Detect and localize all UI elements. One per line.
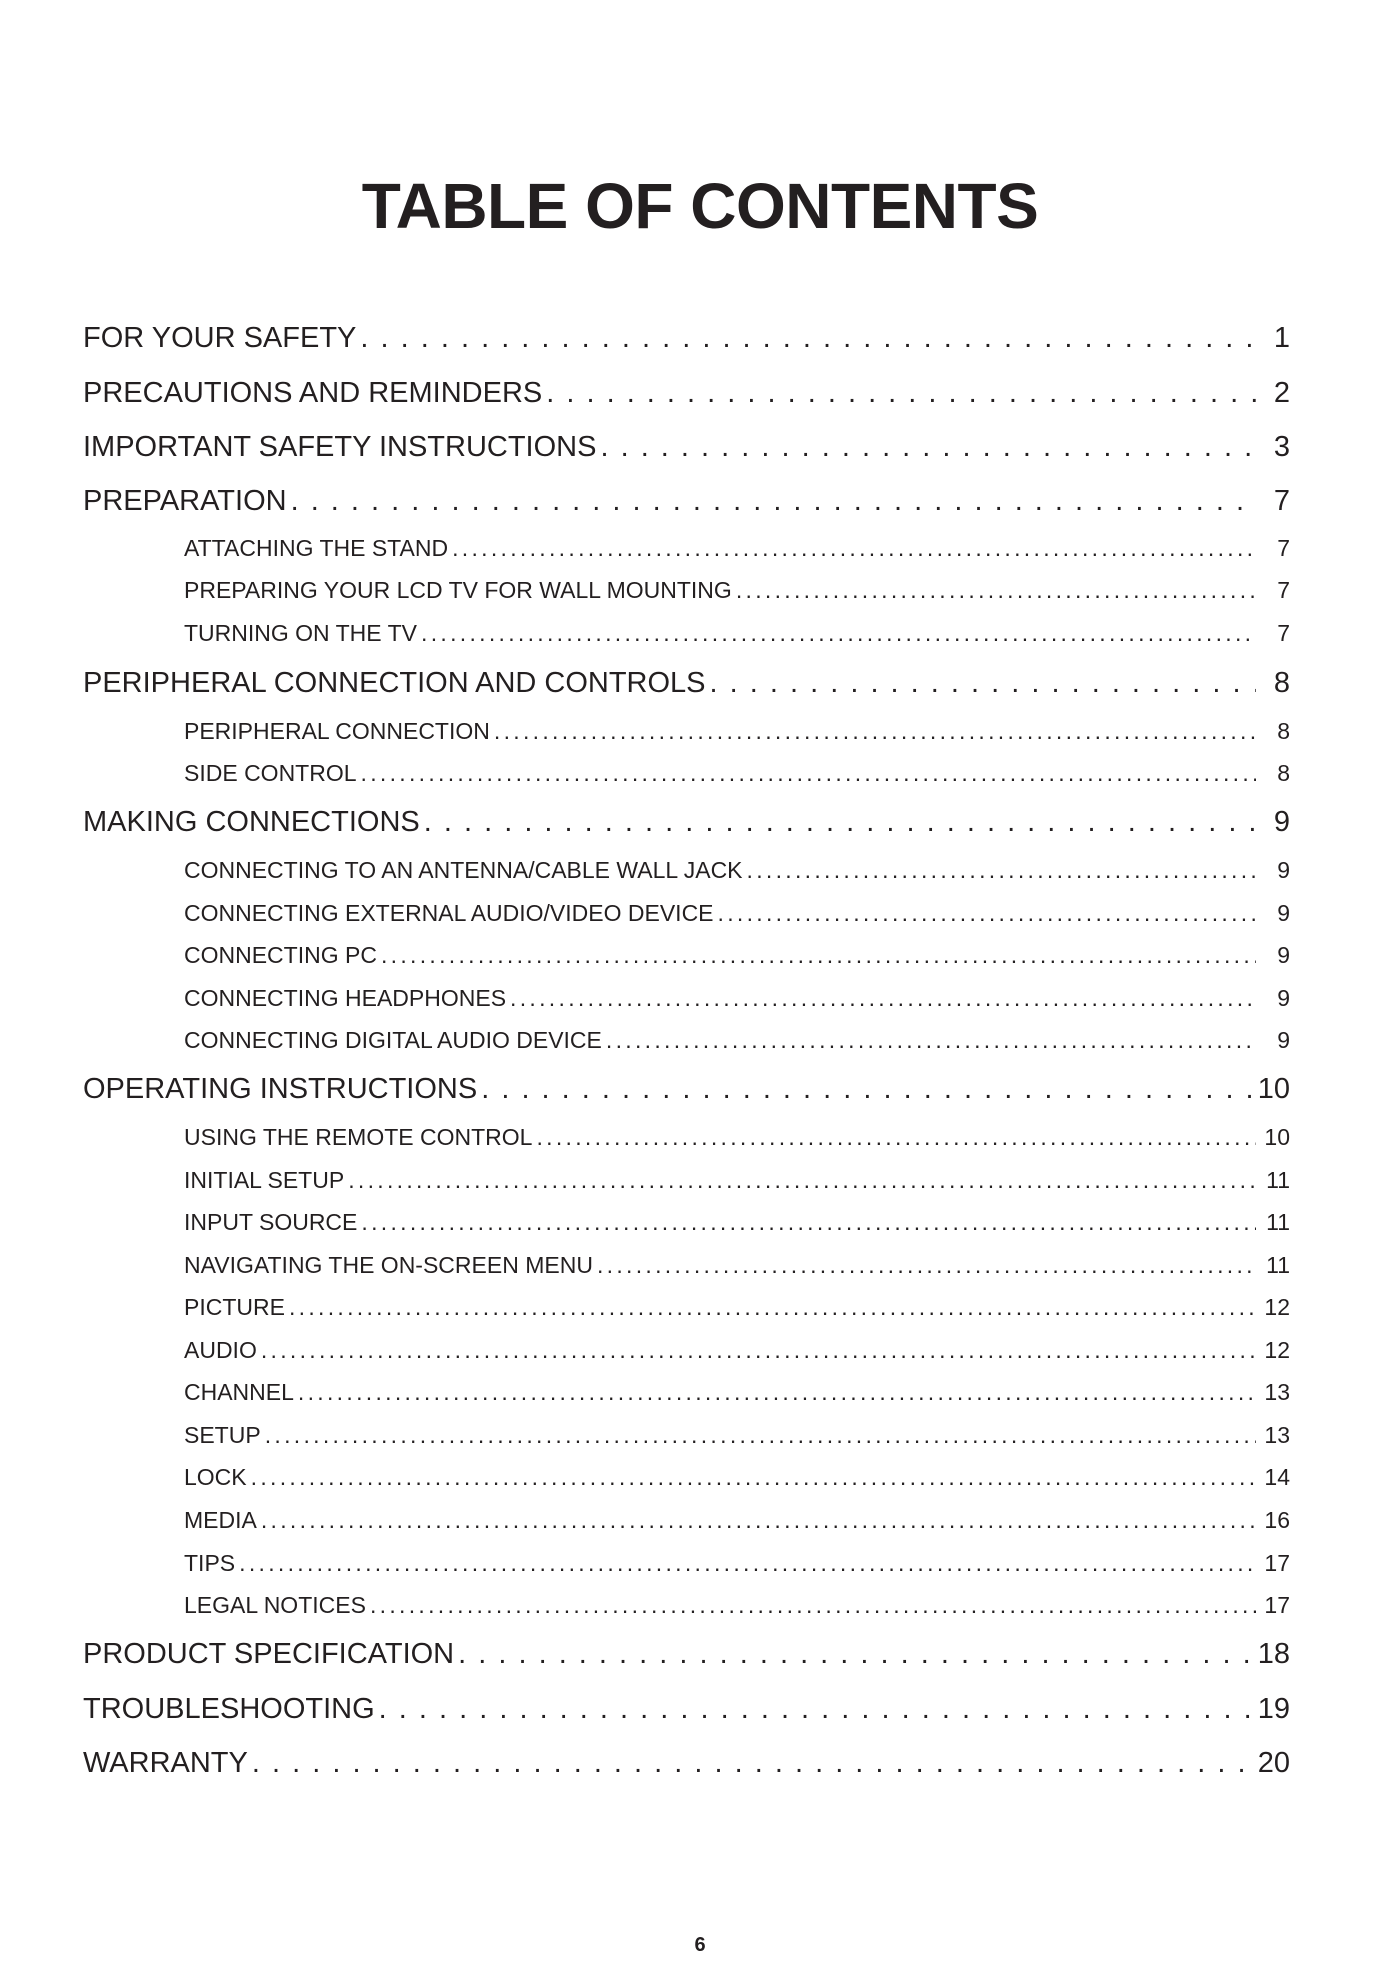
dot-leader [736,573,1256,607]
page-title: TABLE OF CONTENTS [361,170,1039,242]
toc-subsection-entry[interactable] [184,573,1290,607]
toc-entry-label: MAKING CONNECTIONS [83,806,420,838]
toc-subsection-entry[interactable] [184,531,1290,565]
toc-section-entry[interactable] [83,1743,1290,1783]
dot-leader [370,1588,1256,1622]
toc-entry-page-number: 11 [1266,1167,1290,1193]
toc-entry-label: PRECAUTIONS AND REMINDERS [83,377,543,409]
dot-leader [747,853,1256,887]
toc-entry-page-number: 8 [1277,760,1290,786]
dot-leader [348,1163,1256,1197]
toc-entry-label: LEGAL NOTICES [184,1592,366,1618]
toc-subsection-entry[interactable] [184,853,1290,887]
toc-section-entry[interactable] [83,663,1290,703]
dot-leader [261,1333,1256,1367]
toc-entry-page-number: 17 [1264,1550,1290,1576]
toc-subsection-entry[interactable] [184,616,1290,650]
toc-entry-page-number: 1 [1273,322,1290,354]
toc-subsection-entry[interactable] [184,1460,1290,1494]
toc-entry-label: PREPARING YOUR LCD TV FOR WALL MOUNTING [184,577,732,603]
toc-entry-page-number: 9 [1277,1027,1290,1053]
toc-section-entry[interactable] [83,427,1290,467]
toc-section-entry[interactable] [83,318,1290,358]
toc-entry-label: PERIPHERAL CONNECTION AND CONTROLS [83,667,706,699]
toc-entry-page-number: 9 [1277,985,1290,1011]
toc-subsection-entry[interactable] [184,981,1290,1015]
dot-leader [710,663,1256,703]
toc-entry-label: WARRANTY [83,1747,248,1779]
toc-subsection-entry[interactable] [184,938,1290,972]
dot-leader [361,756,1256,790]
toc-entry-page-number: 16 [1264,1507,1290,1533]
toc-entry-page-number: 18 [1257,1638,1290,1670]
toc-entry-label: CONNECTING EXTERNAL AUDIO/VIDEO DEVICE [184,900,714,926]
dot-leader [421,616,1256,650]
toc-subsection-entry[interactable] [184,1418,1290,1452]
toc-entry-label: MEDIA [184,1507,257,1533]
toc-subsection-entry[interactable] [184,1333,1290,1367]
toc-entry-label: TURNING ON THE TV [184,620,417,646]
toc-entry-page-number: 9 [1273,806,1290,838]
toc-entry-page-number: 11 [1266,1252,1290,1278]
dot-leader [494,714,1256,748]
toc-subsection-entry[interactable] [184,896,1290,930]
toc-subsection-entry[interactable] [184,1503,1290,1537]
toc-section-entry[interactable] [83,802,1290,842]
toc-entry-label: FOR YOUR SAFETY [83,322,357,354]
toc-subsection-entry[interactable] [184,1248,1290,1282]
toc-entry-label: PREPARATION [83,485,287,517]
dot-leader [361,1205,1256,1239]
toc-subsection-entry[interactable] [184,1290,1290,1324]
toc-entry-page-number: 2 [1273,377,1290,409]
dot-leader [458,1634,1254,1674]
dot-leader [379,1689,1254,1729]
toc-entry-page-number: 14 [1264,1464,1290,1490]
toc-entry-label: TROUBLESHOOTING [83,1693,375,1725]
toc-entry-page-number: 11 [1266,1209,1290,1235]
toc-entry-label: TIPS [184,1550,236,1576]
toc-subsection-entry[interactable] [184,1375,1290,1409]
toc-entry-label: CHANNEL [184,1379,294,1405]
dot-leader [298,1375,1256,1409]
dot-leader [424,802,1256,842]
toc-entry-label: PICTURE [184,1294,285,1320]
toc-entry-page-number: 10 [1257,1073,1290,1105]
toc-subsection-entry[interactable] [184,1588,1290,1622]
dot-leader [289,1290,1256,1324]
toc-entry-page-number: 8 [1277,718,1290,744]
toc-subsection-entry[interactable] [184,1023,1290,1057]
toc-entry-page-number: 13 [1264,1379,1290,1405]
toc-subsection-entry[interactable] [184,1120,1290,1154]
toc-entry-label: PERIPHERAL CONNECTION [184,718,490,744]
dot-leader [291,481,1256,521]
toc-entry-label: NAVIGATING THE ON-SCREEN MENU [184,1252,593,1278]
toc-entry-label: IMPORTANT SAFETY INSTRUCTIONS [83,431,597,463]
toc-entry-page-number: 20 [1257,1747,1290,1779]
toc-section-entry[interactable] [83,481,1290,521]
dot-leader [252,1743,1254,1783]
toc-entry-page-number: 13 [1264,1422,1290,1448]
dot-leader [481,1069,1254,1109]
toc-section-entry[interactable] [83,1634,1290,1674]
toc-subsection-entry[interactable] [184,1163,1290,1197]
dot-leader [546,373,1256,413]
toc-subsection-entry[interactable] [184,1205,1290,1239]
toc-entry-label: LOCK [184,1464,247,1490]
dot-leader [251,1460,1256,1494]
toc-subsection-entry[interactable] [184,756,1290,790]
toc-entry-label: ATTACHING THE STAND [184,535,449,561]
toc-entry-page-number: 8 [1273,667,1290,699]
toc-entry-page-number: 7 [1273,485,1290,517]
toc-entry-page-number: 9 [1277,857,1290,883]
dot-leader [360,318,1256,358]
toc-entry-label: INPUT SOURCE [184,1209,358,1235]
toc-entry-label: OPERATING INSTRUCTIONS [83,1073,478,1105]
toc-entry-page-number: 3 [1273,431,1290,463]
dot-leader [536,1120,1256,1154]
toc-section-entry[interactable] [83,373,1290,413]
dot-leader [600,427,1256,467]
dot-leader [239,1546,1256,1580]
toc-entry-page-number: 12 [1264,1337,1290,1363]
dot-leader [510,981,1256,1015]
toc-subsection-entry[interactable] [184,1546,1290,1580]
toc-entry-page-number: 12 [1264,1294,1290,1320]
dot-leader [261,1503,1256,1537]
dot-leader [597,1248,1256,1282]
dot-leader [381,938,1256,972]
toc-entry-page-number: 7 [1277,577,1290,603]
toc-entry-page-number: 17 [1264,1592,1290,1618]
toc-entry-label: USING THE REMOTE CONTROL [184,1124,533,1150]
dot-leader [718,896,1256,930]
toc-entry-label: CONNECTING DIGITAL AUDIO DEVICE [184,1027,602,1053]
toc-entry-page-number: 7 [1277,620,1290,646]
toc-entry-label: SIDE CONTROL [184,760,357,786]
toc-subsection-entry[interactable] [184,714,1290,748]
dot-leader [452,531,1256,565]
toc-section-entry[interactable] [83,1069,1290,1109]
toc-entry-page-number: 10 [1264,1124,1290,1150]
toc-entry-label: CONNECTING PC [184,942,377,968]
toc-entry-page-number: 7 [1277,535,1290,561]
page-number: 6 [694,1934,706,1956]
toc-entry-label: AUDIO [184,1337,257,1363]
toc-entry-page-number: 9 [1277,942,1290,968]
toc-entry-label: CONNECTING TO AN ANTENNA/CABLE WALL JACK [184,857,743,883]
toc-entry-label: CONNECTING HEADPHONES [184,985,507,1011]
toc-entry-page-number: 9 [1277,900,1290,926]
toc-entry-label: SETUP [184,1422,261,1448]
toc-entry-page-number: 19 [1257,1693,1290,1725]
dot-leader [265,1418,1256,1452]
toc-entry-label: PRODUCT SPECIFICATION [83,1638,455,1670]
dot-leader [606,1023,1256,1057]
toc-entry-label: INITIAL SETUP [184,1167,345,1193]
toc-section-entry[interactable] [83,1689,1290,1729]
